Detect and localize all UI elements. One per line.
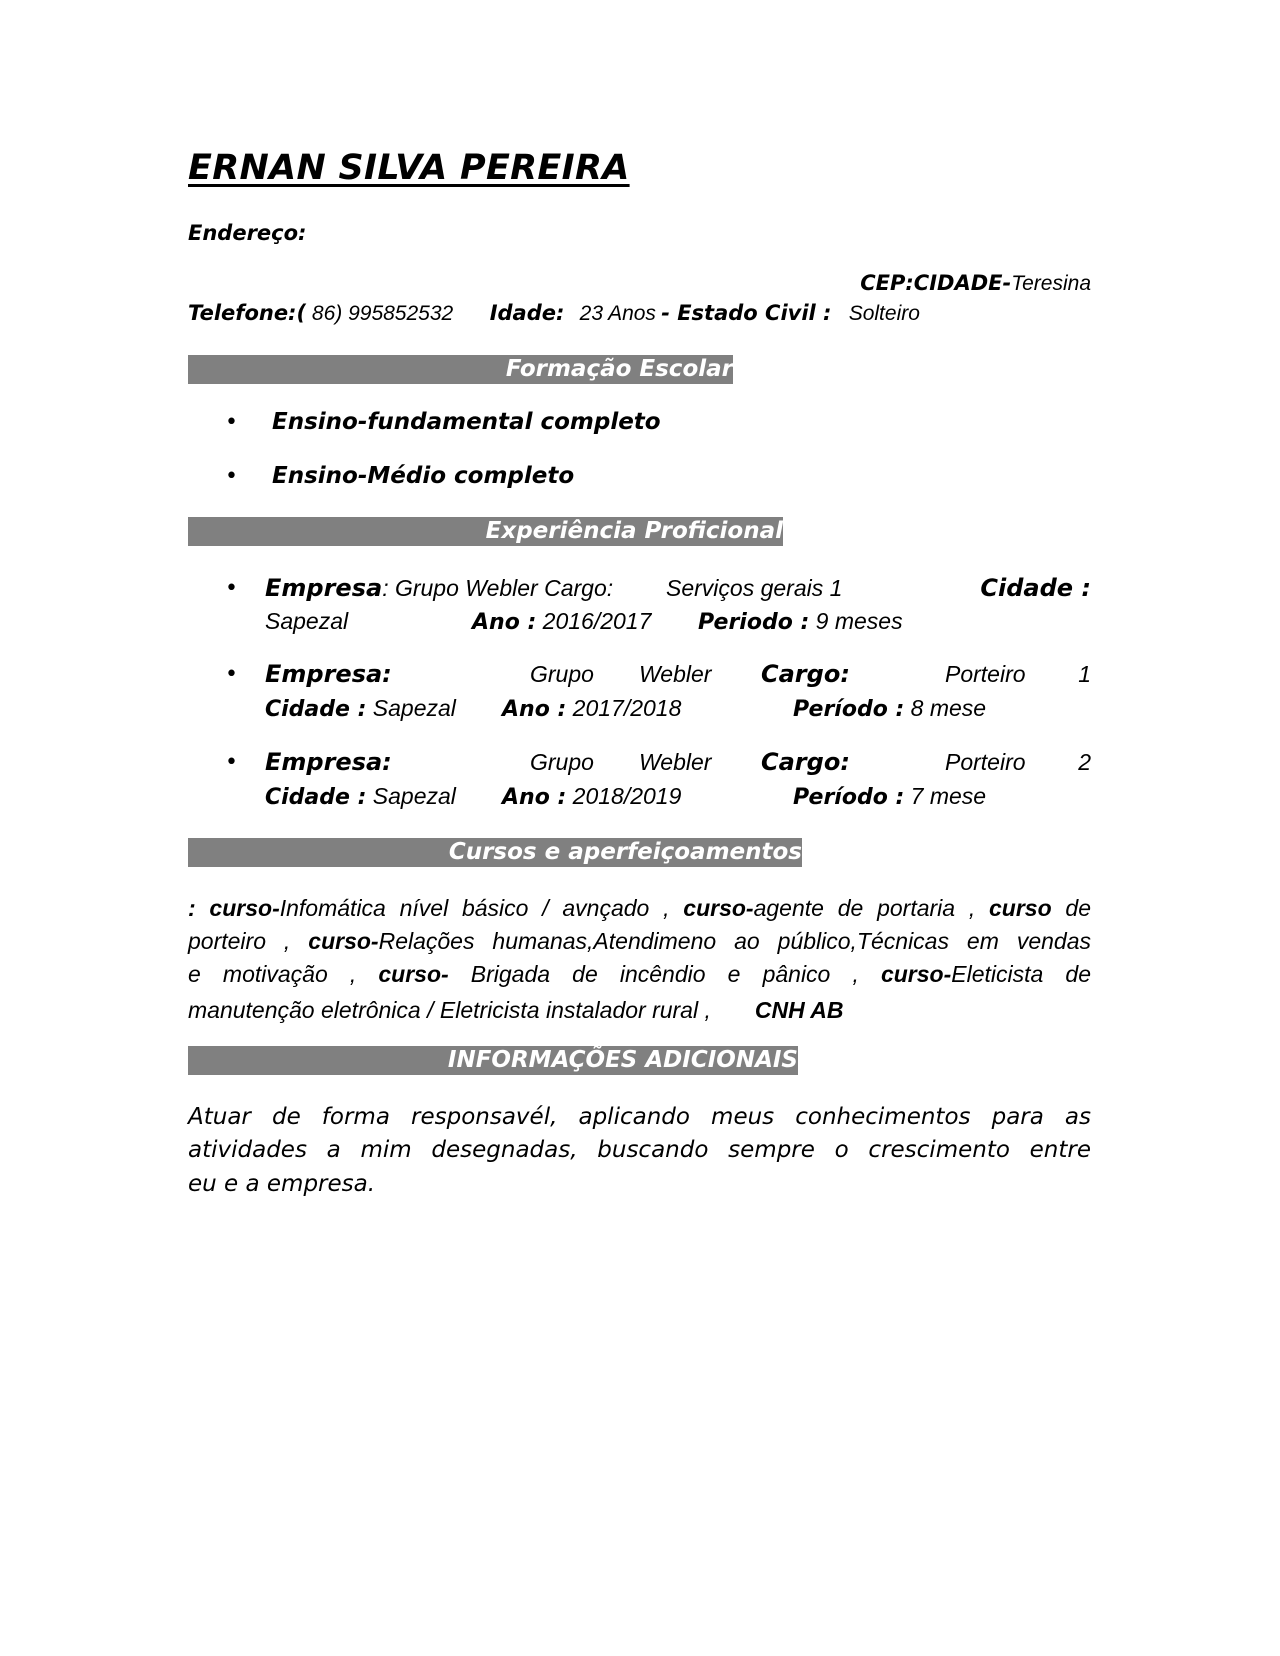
job3-company-word2: Webler bbox=[639, 749, 712, 775]
job2-cargo-label: Cargo: bbox=[761, 660, 850, 688]
courses-text: Brigada de incêndio e pânico , bbox=[470, 961, 881, 987]
courses-text: porteiro , bbox=[188, 928, 309, 954]
job1-cargo-label: Cargo: bbox=[537, 575, 614, 601]
courses-text: curso- bbox=[683, 895, 754, 921]
info-section-bar bbox=[188, 1046, 798, 1075]
job1-company-label: Empresa bbox=[265, 574, 383, 602]
city-value: Teresina bbox=[1011, 272, 1091, 295]
bullet-icon: • bbox=[225, 464, 238, 489]
courses-text: curso- bbox=[378, 961, 449, 987]
bullet-icon: • bbox=[225, 576, 238, 601]
cep-label: CEP:CIDADE- bbox=[860, 271, 1012, 295]
job2-company-label: Empresa: bbox=[265, 660, 392, 688]
info-section-title: INFORMAÇÕES ADICIONAIS bbox=[447, 1047, 798, 1073]
courses-line-2 bbox=[188, 926, 1091, 956]
bullet-icon: • bbox=[225, 410, 238, 435]
age-label: Idade: bbox=[489, 301, 565, 325]
job2-city-label: Cidade : bbox=[265, 697, 367, 722]
job3-cargo-value: Porteiro bbox=[945, 749, 1026, 775]
courses-line-4 bbox=[188, 995, 843, 1025]
courses-text: de bbox=[1051, 895, 1091, 921]
job1-year-label: Ano : bbox=[472, 610, 537, 635]
job2-company-word2: Webler bbox=[639, 661, 712, 687]
civil-label: - Estado Civil : bbox=[661, 301, 832, 325]
education-section-bar bbox=[188, 355, 733, 384]
job1-period-label: Periodo : bbox=[698, 610, 810, 635]
courses-text: Relações humanas,Atendimeno ao público,Técnicas em vendas bbox=[378, 928, 1091, 954]
courses-line-3 bbox=[188, 959, 1091, 989]
courses-text: Eleticista de bbox=[951, 961, 1091, 987]
bullet-icon: • bbox=[225, 750, 238, 775]
courses-text: e motivação , bbox=[188, 961, 379, 987]
courses-text: curso- bbox=[880, 961, 952, 987]
bullet-icon: • bbox=[225, 662, 238, 687]
job3-company-word1: Grupo bbox=[530, 749, 594, 775]
courses-text: agente de portaria , bbox=[753, 895, 989, 921]
job2-city-value: Sapezal bbox=[366, 695, 456, 721]
info-line-3: eu e a empresa. bbox=[188, 1171, 376, 1197]
job1-city-value: Sapezal bbox=[265, 608, 349, 634]
experience-section-title: Experiência Proficional bbox=[485, 518, 783, 544]
courses-section-bar bbox=[188, 838, 802, 867]
job3-city-value: Sapezal bbox=[366, 783, 456, 809]
phone-value: 86) 995852532 bbox=[306, 302, 454, 325]
job3-period-label: Período : bbox=[793, 785, 905, 810]
contact-line bbox=[188, 300, 920, 327]
experience-section-bar bbox=[188, 517, 783, 546]
age-value: 23 Anos bbox=[579, 302, 656, 325]
job2-cargo-number: 1 bbox=[1078, 661, 1091, 687]
job3-city-label: Cidade : bbox=[265, 785, 367, 810]
job3-year-value: 2018/2019 bbox=[566, 783, 682, 809]
job3-cargo-label: Cargo: bbox=[761, 748, 850, 776]
job1-city-label: Cidade : bbox=[980, 574, 1091, 602]
job2-period-label: Período : bbox=[793, 697, 905, 722]
info-line-2: atividades a mim desegnadas, buscando sempre o crescimento entre bbox=[188, 1137, 1091, 1163]
courses-text: curso bbox=[989, 895, 1052, 921]
job2-year-label: Ano : bbox=[502, 697, 567, 722]
job3-company-label: Empresa: bbox=[265, 748, 392, 776]
job1-cargo-value: Serviços gerais 1 bbox=[666, 575, 843, 601]
civil-value: Solteiro bbox=[848, 302, 920, 325]
job2-cargo-value: Porteiro bbox=[945, 661, 1026, 687]
resume-name: ERNAN SILVA PEREIRA bbox=[188, 148, 630, 188]
education-section-title: Formação Escolar bbox=[505, 356, 733, 382]
job1-company-sep: : bbox=[382, 575, 389, 601]
job1-period-value: 9 meses bbox=[809, 608, 903, 634]
info-line-1: Atuar de forma responsavél, aplicando meus conhecimentos para as bbox=[188, 1104, 1091, 1130]
job1-company-value: Grupo Webler bbox=[388, 575, 538, 601]
cep-city-line bbox=[860, 270, 1091, 297]
job3-year-label: Ano : bbox=[502, 785, 567, 810]
job2-period-value: 8 mese bbox=[904, 695, 987, 721]
job2-year-value: 2017/2018 bbox=[566, 695, 682, 721]
phone-label: Telefone:( bbox=[188, 301, 307, 325]
cnh-value: CNH AB bbox=[754, 997, 844, 1023]
courses-text: Infomática nível básico / avnçado , bbox=[279, 895, 684, 921]
job3-period-value: 7 mese bbox=[904, 783, 987, 809]
education-item-fundamental: Ensino-fundamental completo bbox=[272, 409, 661, 435]
courses-text: : curso- bbox=[188, 895, 280, 921]
courses-line-1 bbox=[188, 893, 1091, 923]
job1-year-value: 2016/2017 bbox=[536, 608, 652, 634]
education-item-medio: Ensino-Médio completo bbox=[272, 463, 575, 489]
courses-text: curso- bbox=[308, 928, 379, 954]
address-label: Endereço: bbox=[188, 221, 307, 245]
courses-section-title: Cursos e aperfeiçoamentos bbox=[448, 839, 802, 865]
job2-company-word1: Grupo bbox=[530, 661, 594, 687]
courses-text: manutenção eletrônica / Eletricista instalador rural , bbox=[188, 997, 711, 1023]
job3-cargo-number: 2 bbox=[1078, 749, 1091, 775]
